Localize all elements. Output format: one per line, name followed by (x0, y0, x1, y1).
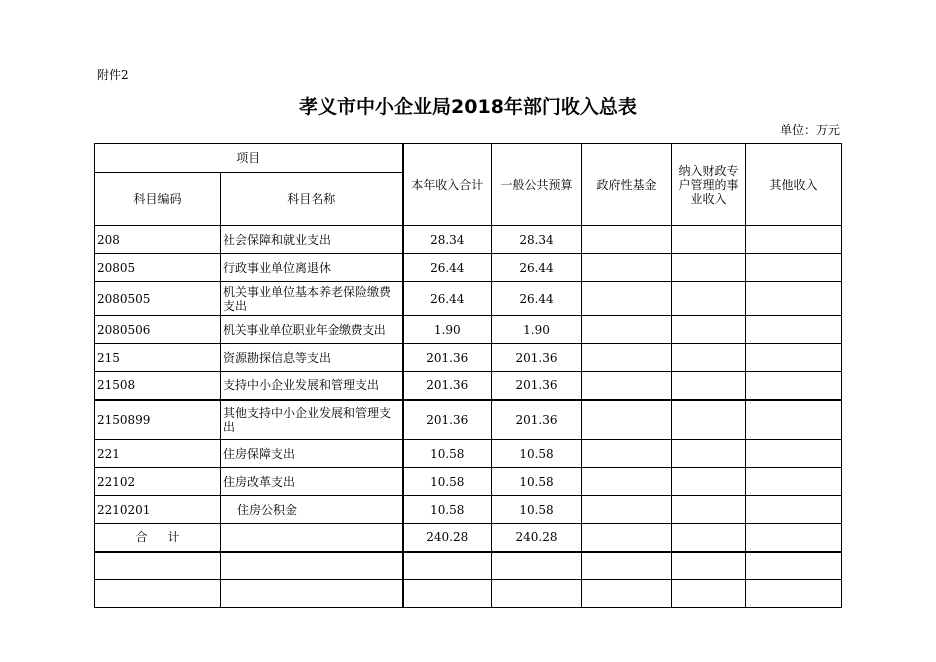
table-row (95, 282, 842, 316)
cell-gov-fund (582, 254, 672, 282)
cell-special (672, 440, 746, 468)
cell-special (672, 316, 746, 344)
table-row (95, 400, 842, 440)
cell-name: 行政事业单位离退休 (221, 254, 403, 282)
cell-total: 10.58 (403, 440, 492, 468)
cell-code: 2080505 (95, 282, 221, 316)
header-code: 科目编码 (95, 173, 221, 226)
cell-special (672, 372, 746, 400)
cell-gov-fund (582, 372, 672, 400)
cell-general: 201.36 (492, 344, 582, 372)
table-row (95, 468, 842, 496)
empty-cell (95, 580, 221, 608)
cell-other (746, 316, 842, 344)
table-row (95, 496, 842, 524)
cell-general: 201.36 (492, 400, 582, 440)
header-row-1 (95, 144, 842, 173)
cell-total: 201.36 (403, 400, 492, 440)
cell-total: 10.58 (403, 468, 492, 496)
cell-general: 26.44 (492, 254, 582, 282)
cell-total: 201.36 (403, 372, 492, 400)
cell-total: 28.34 (403, 226, 492, 254)
empty-cell (403, 580, 492, 608)
cell-general: 201.36 (492, 372, 582, 400)
cell-other (746, 344, 842, 372)
cell-gov-fund (582, 400, 672, 440)
cell-other (746, 496, 842, 524)
cell-code: 2150899 (95, 400, 221, 440)
cell-name: 支持中小企业发展和管理支出 (221, 372, 403, 400)
header-gov-fund: 政府性基金 (582, 144, 672, 226)
cell-code: 215 (95, 344, 221, 372)
header-name: 科目名称 (221, 173, 403, 226)
summary-label-text: 合计 (135, 530, 200, 545)
unit-label: 单位：万元 (779, 123, 840, 137)
header-special-account: 纳入财政专户管理的事业收入 (672, 144, 746, 226)
cell-total: 26.44 (403, 282, 492, 316)
cell-gov-fund (582, 440, 672, 468)
empty-row (95, 580, 842, 608)
cell-special (672, 254, 746, 282)
cell-gov-fund (582, 316, 672, 344)
cell-code: 2210201 (95, 496, 221, 524)
summary-row (95, 524, 842, 552)
table-row (95, 226, 842, 254)
summary-general: 240.28 (492, 524, 582, 552)
empty-cell (746, 552, 842, 580)
cell-code: 22102 (95, 468, 221, 496)
summary-name (221, 524, 403, 552)
table-row (95, 372, 842, 400)
cell-other (746, 254, 842, 282)
income-summary-table (94, 143, 842, 608)
cell-general: 1.90 (492, 316, 582, 344)
empty-cell (492, 580, 582, 608)
cell-code: 21508 (95, 372, 221, 400)
cell-other (746, 468, 842, 496)
cell-name: 社会保障和就业支出 (221, 226, 403, 254)
cell-name: 其他支持中小企业发展和管理支出 (221, 400, 403, 440)
summary-gov-fund (582, 524, 672, 552)
header-general-budget: 一般公共预算 (492, 144, 582, 226)
cell-general: 28.34 (492, 226, 582, 254)
empty-cell (582, 552, 672, 580)
empty-cell (746, 580, 842, 608)
header-total: 本年收入合计 (403, 144, 492, 226)
cell-total: 1.90 (403, 316, 492, 344)
table-row (95, 344, 842, 372)
cell-special (672, 344, 746, 372)
header-project: 项目 (95, 144, 403, 173)
cell-other (746, 400, 842, 440)
cell-gov-fund (582, 344, 672, 372)
empty-cell (221, 580, 403, 608)
cell-name: 机关事业单位职业年金缴费支出 (221, 316, 403, 344)
cell-general: 26.44 (492, 282, 582, 316)
cell-special (672, 226, 746, 254)
empty-cell (221, 552, 403, 580)
cell-gov-fund (582, 226, 672, 254)
empty-row (95, 552, 842, 580)
empty-cell (582, 580, 672, 608)
empty-cell (403, 552, 492, 580)
summary-special (672, 524, 746, 552)
table-row (95, 254, 842, 282)
cell-other (746, 226, 842, 254)
table-row (95, 316, 842, 344)
empty-cell (672, 580, 746, 608)
empty-cell (492, 552, 582, 580)
cell-general: 10.58 (492, 440, 582, 468)
cell-special (672, 282, 746, 316)
cell-total: 26.44 (403, 254, 492, 282)
page-title: 孝义市中小企业局2018年部门收入总表 (299, 96, 637, 118)
empty-cell (95, 552, 221, 580)
table-row (95, 440, 842, 468)
header-other: 其他收入 (746, 144, 842, 226)
cell-general: 10.58 (492, 468, 582, 496)
cell-name: 住房保障支出 (221, 440, 403, 468)
summary-total: 240.28 (403, 524, 492, 552)
cell-code: 208 (95, 226, 221, 254)
cell-name: 机关事业单位基本养老保险缴费支出 (221, 282, 403, 316)
cell-code: 221 (95, 440, 221, 468)
cell-gov-fund (582, 468, 672, 496)
empty-cell (672, 552, 746, 580)
cell-total: 10.58 (403, 496, 492, 524)
cell-gov-fund (582, 496, 672, 524)
summary-other (746, 524, 842, 552)
cell-other (746, 440, 842, 468)
cell-other (746, 372, 842, 400)
cell-special (672, 468, 746, 496)
cell-special (672, 400, 746, 440)
annex-label: 附件2 (97, 68, 129, 82)
cell-code: 2080506 (95, 316, 221, 344)
cell-name: 住房公积金 (221, 496, 403, 524)
cell-total: 201.36 (403, 344, 492, 372)
cell-general: 10.58 (492, 496, 582, 524)
cell-code: 20805 (95, 254, 221, 282)
summary-label (95, 524, 221, 552)
cell-name: 住房改革支出 (221, 468, 403, 496)
cell-special (672, 496, 746, 524)
cell-gov-fund (582, 282, 672, 316)
cell-other (746, 282, 842, 316)
cell-name: 资源勘探信息等支出 (221, 344, 403, 372)
